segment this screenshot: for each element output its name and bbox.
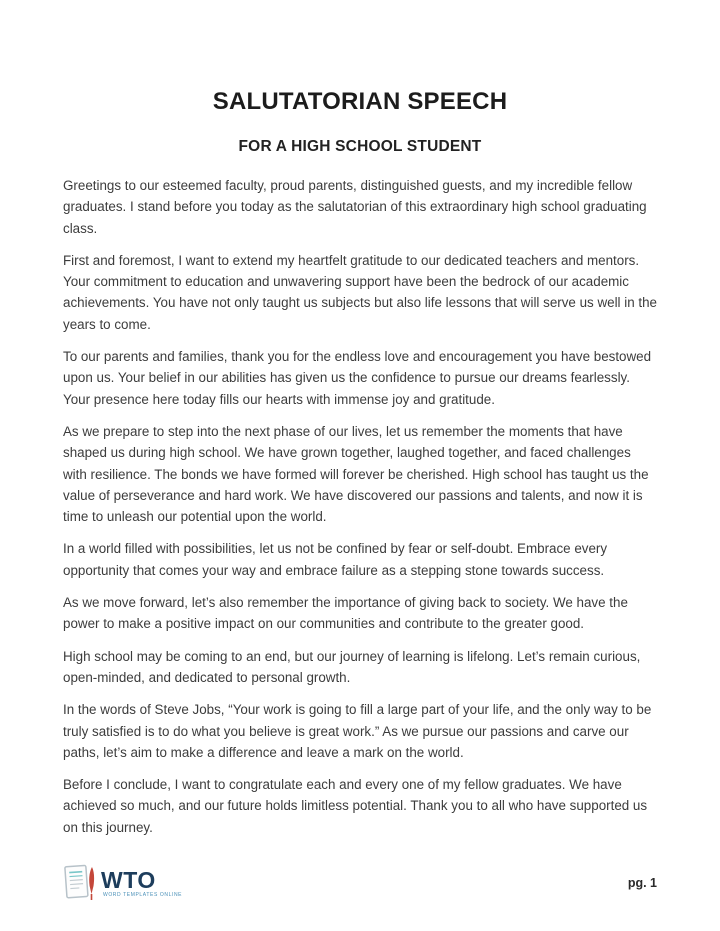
paragraph-teachers: First and foremost, I want to extend my heartfelt gratitude to our dedicated teachers and mentors. Your commitment to education and unwavering support have been the bedrock of our academic achievements. You have not only taught us subjects but also life lessons that will serve us well in the years to come. bbox=[63, 252, 657, 332]
logo-wordmark: WTO bbox=[101, 866, 156, 893]
logo-tagline: WORD TEMPLATES ONLINE bbox=[103, 891, 183, 898]
paragraph-conclusion: Before I conclude, I want to congratulate each and every one of my fellow graduates. We have achieved so much, and our future holds limitless potential. Thank you to all who have supported us on this journey. bbox=[63, 777, 648, 835]
notepad-pen-icon bbox=[63, 862, 99, 904]
document-body bbox=[63, 175, 657, 838]
document-subtitle: FOR A HIGH SCHOOL STUDENT bbox=[238, 138, 482, 155]
paragraph-possibilities: In a world filled with possibilities, let us not be confined by fear or self-doubt. Embrace every opportunity that comes your way and embrace failure as a stepping stone towards success. bbox=[63, 541, 608, 578]
paragraph-memories: As we prepare to step into the next phase of our lives, let us remember the moments that have shaped us during high school. We have grown together, laughed together, and faced challenges with resilience. The bonds we have formed will forever be cherished. High school has taught us the value of perseverance and hard work. We have discovered our passions and talents, and now it is time to unleash our potential upon the world. bbox=[63, 423, 649, 525]
paragraph-steve-jobs-quote: In the words of Steve Jobs, “Your work is going to fill a large part of your life, and the only way to be truly satisfied is to do what you believe is great work.” As we pursue our passions and carve our paths, let’s aim to make a difference and leave a mark on the world. bbox=[63, 702, 652, 760]
wto-logo bbox=[63, 862, 182, 904]
paragraph-giving-back: As we move forward, let’s also remember the importance of giving back to society. We have the power to make a positive impact on our communities and contribute to the greater good. bbox=[63, 595, 628, 632]
document-title: SALUTATORIAN SPEECH bbox=[212, 88, 508, 115]
paragraph-greeting: Greetings to our esteemed faculty, proud parents, distinguished guests, and my incredible fellow graduates. I stand before you today as the salutatorian of this extraordinary high school graduating class. bbox=[63, 178, 647, 236]
paragraph-parents: To our parents and families, thank you for the endless love and encouragement you have bestowed upon us. Your belief in our abilities has given us the confidence to pursue our dreams fearlessly. Your presence here today fills our hearts with immense joy and gratitude. bbox=[63, 349, 652, 407]
page-number: pg. 1 bbox=[627, 876, 657, 890]
page-footer bbox=[63, 862, 657, 904]
paragraph-lifelong-learning: High school may be coming to an end, but our journey of learning is lifelong. Let’s remain curious, open-minded, and dedicated to personal growth. bbox=[63, 648, 641, 685]
logo-text bbox=[101, 866, 183, 898]
